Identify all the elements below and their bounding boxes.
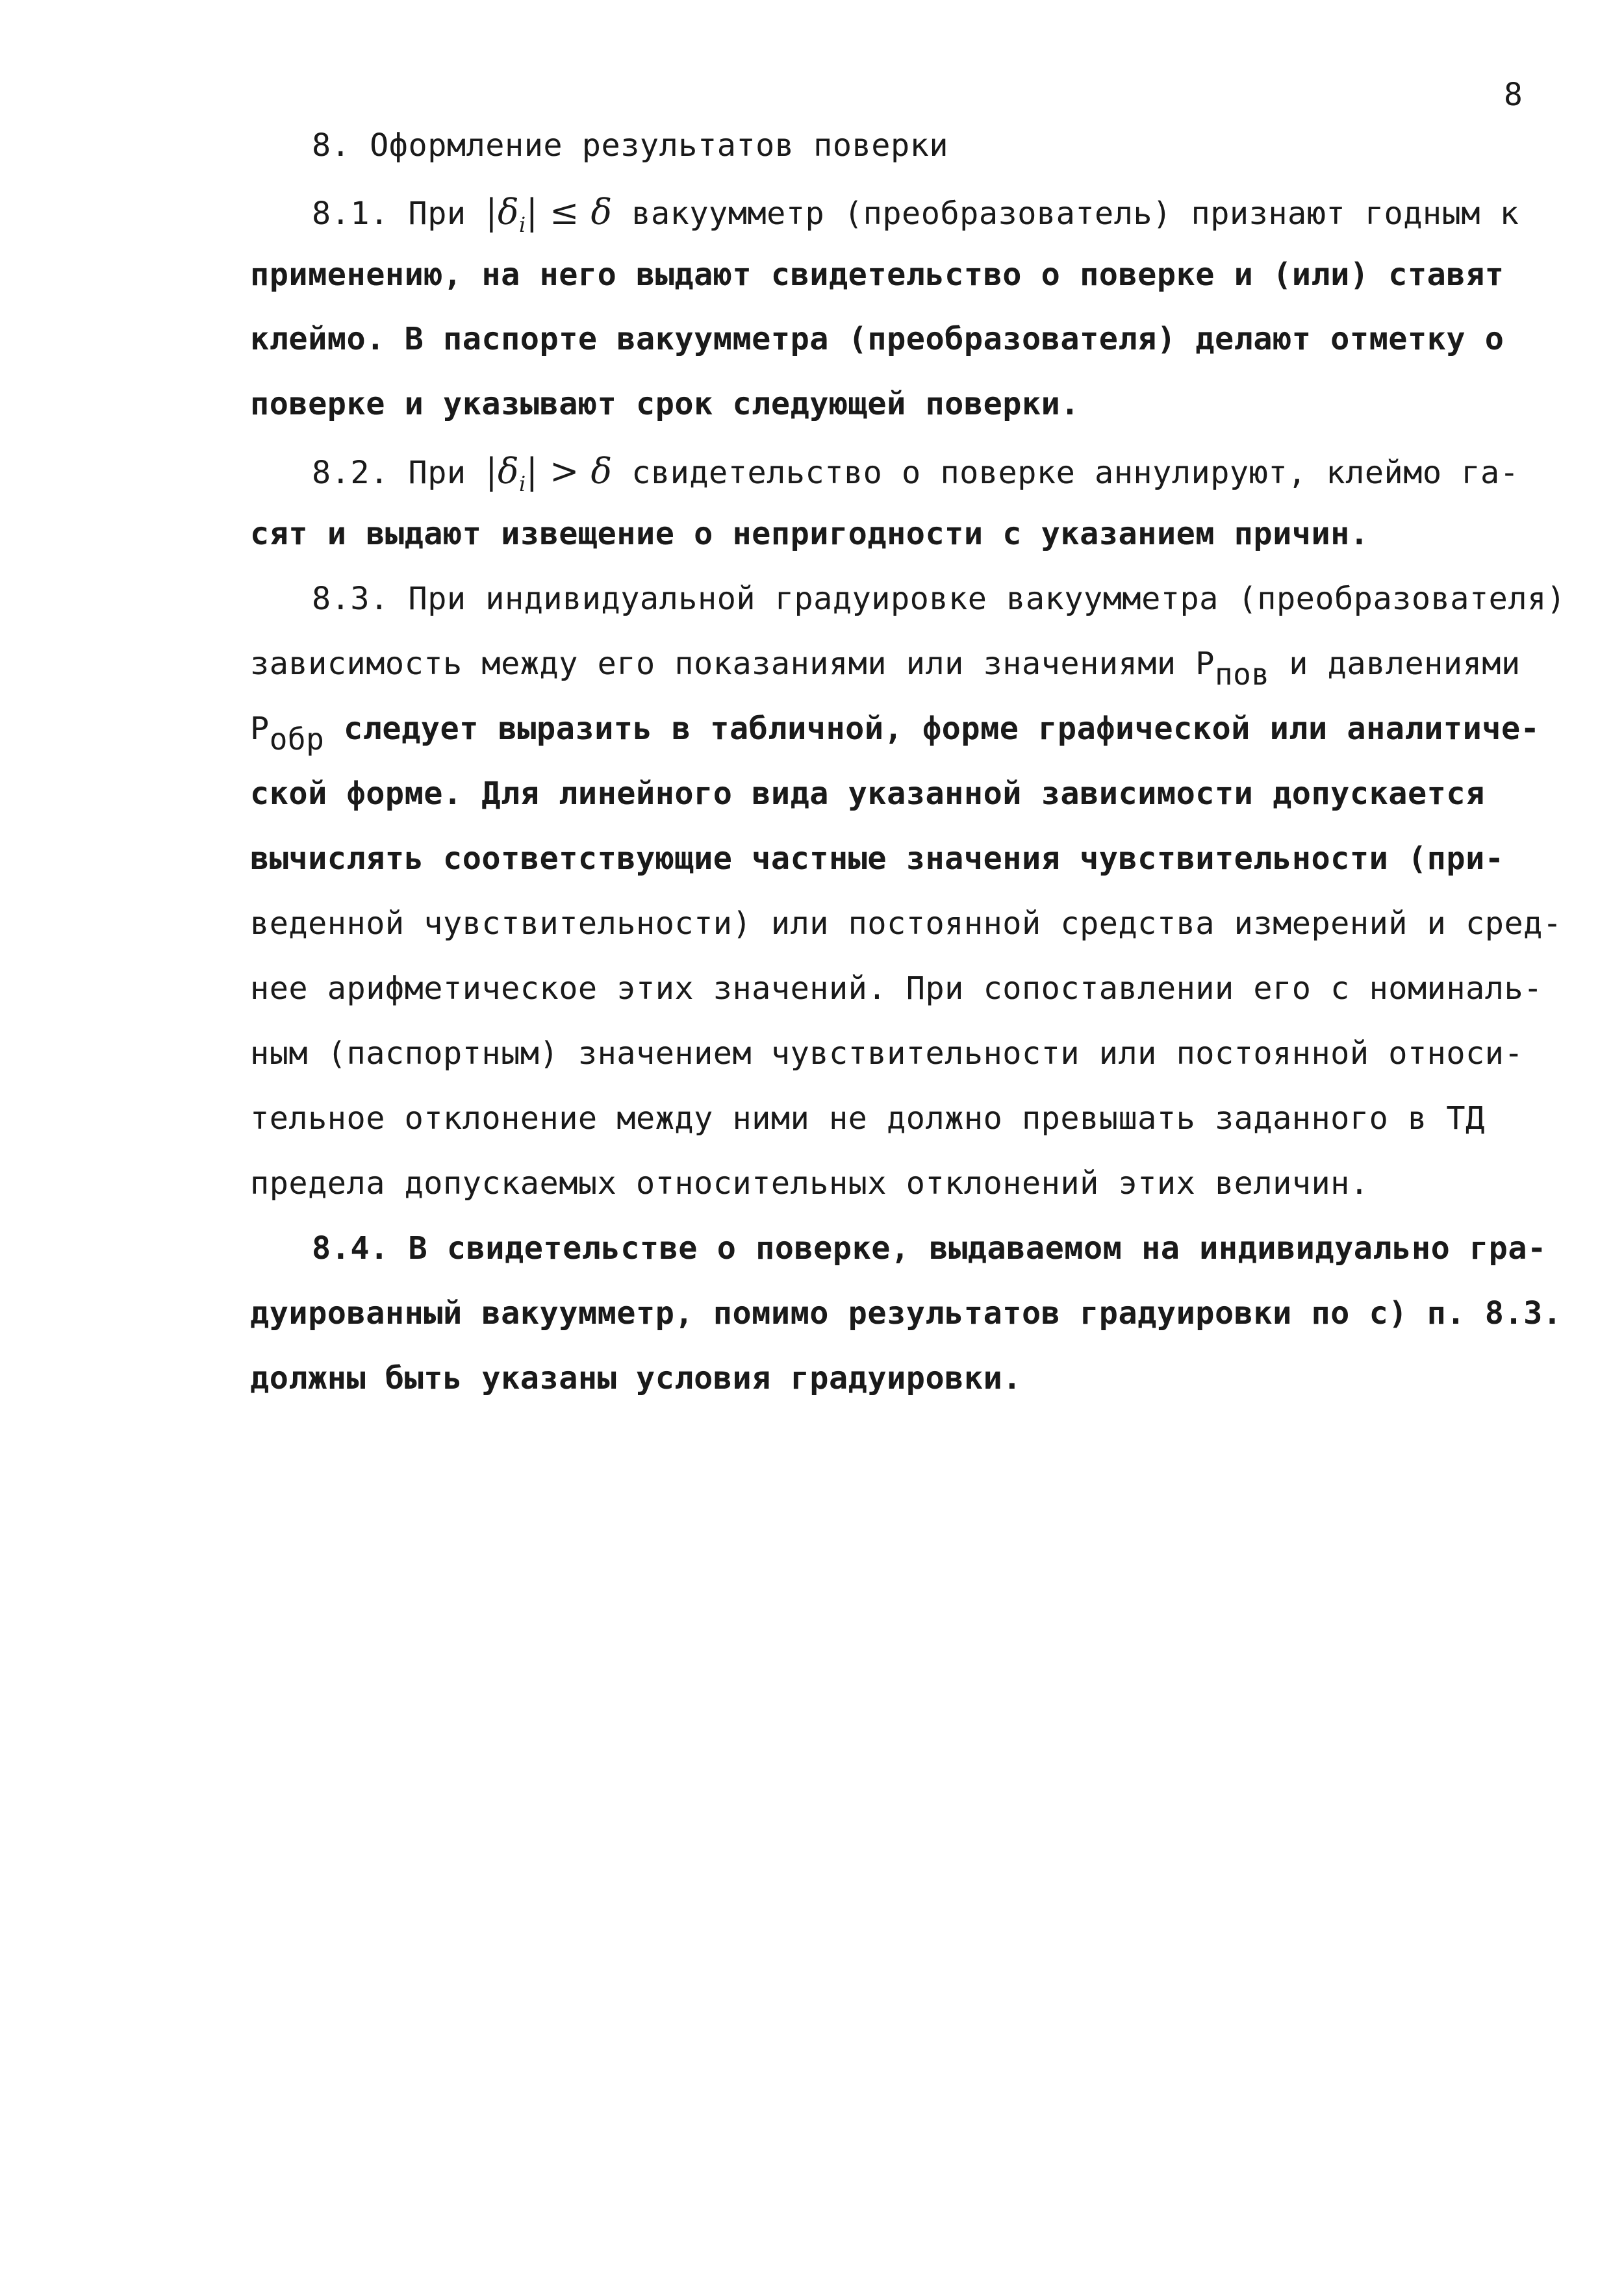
text-line-3: клеймо. В паспорте вакуумметра (преобразователя) делают отметку о (250, 321, 1504, 357)
text-segment: и давлениями (1269, 646, 1521, 682)
page-number: 8 (1504, 77, 1523, 113)
text-line-8 (250, 646, 1521, 692)
symbol-subscript: обр (269, 722, 325, 757)
text-line-10: ской форме. Для линейного вида указанной зависимости допускается (250, 776, 1485, 812)
formula-delta: δ (498, 451, 520, 492)
text-line-11: вычислять соответствующие частные значения чувствительности (при- (250, 840, 1504, 877)
text-segment: следует выразить в табличной, форме графической или аналитиче- (324, 711, 1540, 747)
symbol-base: Р (1195, 646, 1215, 682)
formula-delta: δ (498, 192, 520, 233)
text-segment: 8.2. При (312, 455, 486, 491)
text-line-14: ным (паспортным) значением чувствительности или постоянной относи- (250, 1035, 1524, 1072)
symbol-p-obr (250, 711, 325, 757)
formula-gt (485, 451, 613, 496)
text-line-16: предела допускаемых относительных отклонений этих величин. (250, 1165, 1369, 1202)
formula-bar: | (485, 451, 498, 492)
formula-subscript: i (519, 212, 526, 237)
symbol-subscript: пов (1214, 657, 1270, 692)
text-line-2: применению, на него выдают свидетельство о поверке и (или) ставят (250, 257, 1504, 293)
text-line-18: дуированный вакуумметр, помимо результатов градуировки по с) п. 8.3. (250, 1295, 1562, 1332)
formula-delta: δ (590, 192, 613, 233)
formula-bar: | (485, 192, 498, 233)
text-line-7: 8.3. При индивидуальной градуировке вакуумметра (преобразователя) (312, 581, 1566, 617)
text-line-15: тельное отклонение между ними не должно превышать заданного в ТД (250, 1100, 1485, 1137)
formula-bar: | (526, 192, 539, 233)
text-line-9 (250, 711, 1540, 757)
text-line-12: веденной чувствительности) или постоянной средства измерений и сред- (250, 905, 1562, 942)
symbol-p-pov (1195, 646, 1270, 692)
section-heading: 8. Оформление результатов поверки (312, 127, 949, 164)
text-line-19: должны быть указаны условия градуировки. (250, 1360, 1022, 1396)
text-segment: 8.1. При (312, 196, 486, 232)
text-line-4: поверке и указывают срок следующей поверки. (250, 386, 1080, 422)
text-segment: свидетельство о поверке аннулируют, клеймо га- (612, 455, 1519, 491)
formula-operator: ≤ (538, 192, 591, 233)
symbol-base: Р (250, 711, 270, 747)
text-line-6: сят и выдают извещение о непригодности с указанием причин. (250, 516, 1369, 552)
text-segment: зависимость между его показаниями или значениями (250, 646, 1196, 682)
formula-delta: δ (590, 451, 613, 492)
formula-le (485, 192, 613, 237)
text-line-5 (312, 451, 1519, 496)
formula-subscript: i (519, 472, 526, 496)
formula-bar: | (526, 451, 539, 492)
formula-operator: > (538, 451, 591, 492)
text-line-1 (312, 192, 1519, 237)
text-line-13: нее арифметическое этих значений. При сопоставлении его с номиналь- (250, 970, 1543, 1007)
text-segment: вакуумметр (преобразователь) признают годным к (612, 196, 1519, 232)
text-line-17: 8.4. В свидетельстве о поверке, выдаваемом на индивидуально гра- (312, 1230, 1547, 1267)
